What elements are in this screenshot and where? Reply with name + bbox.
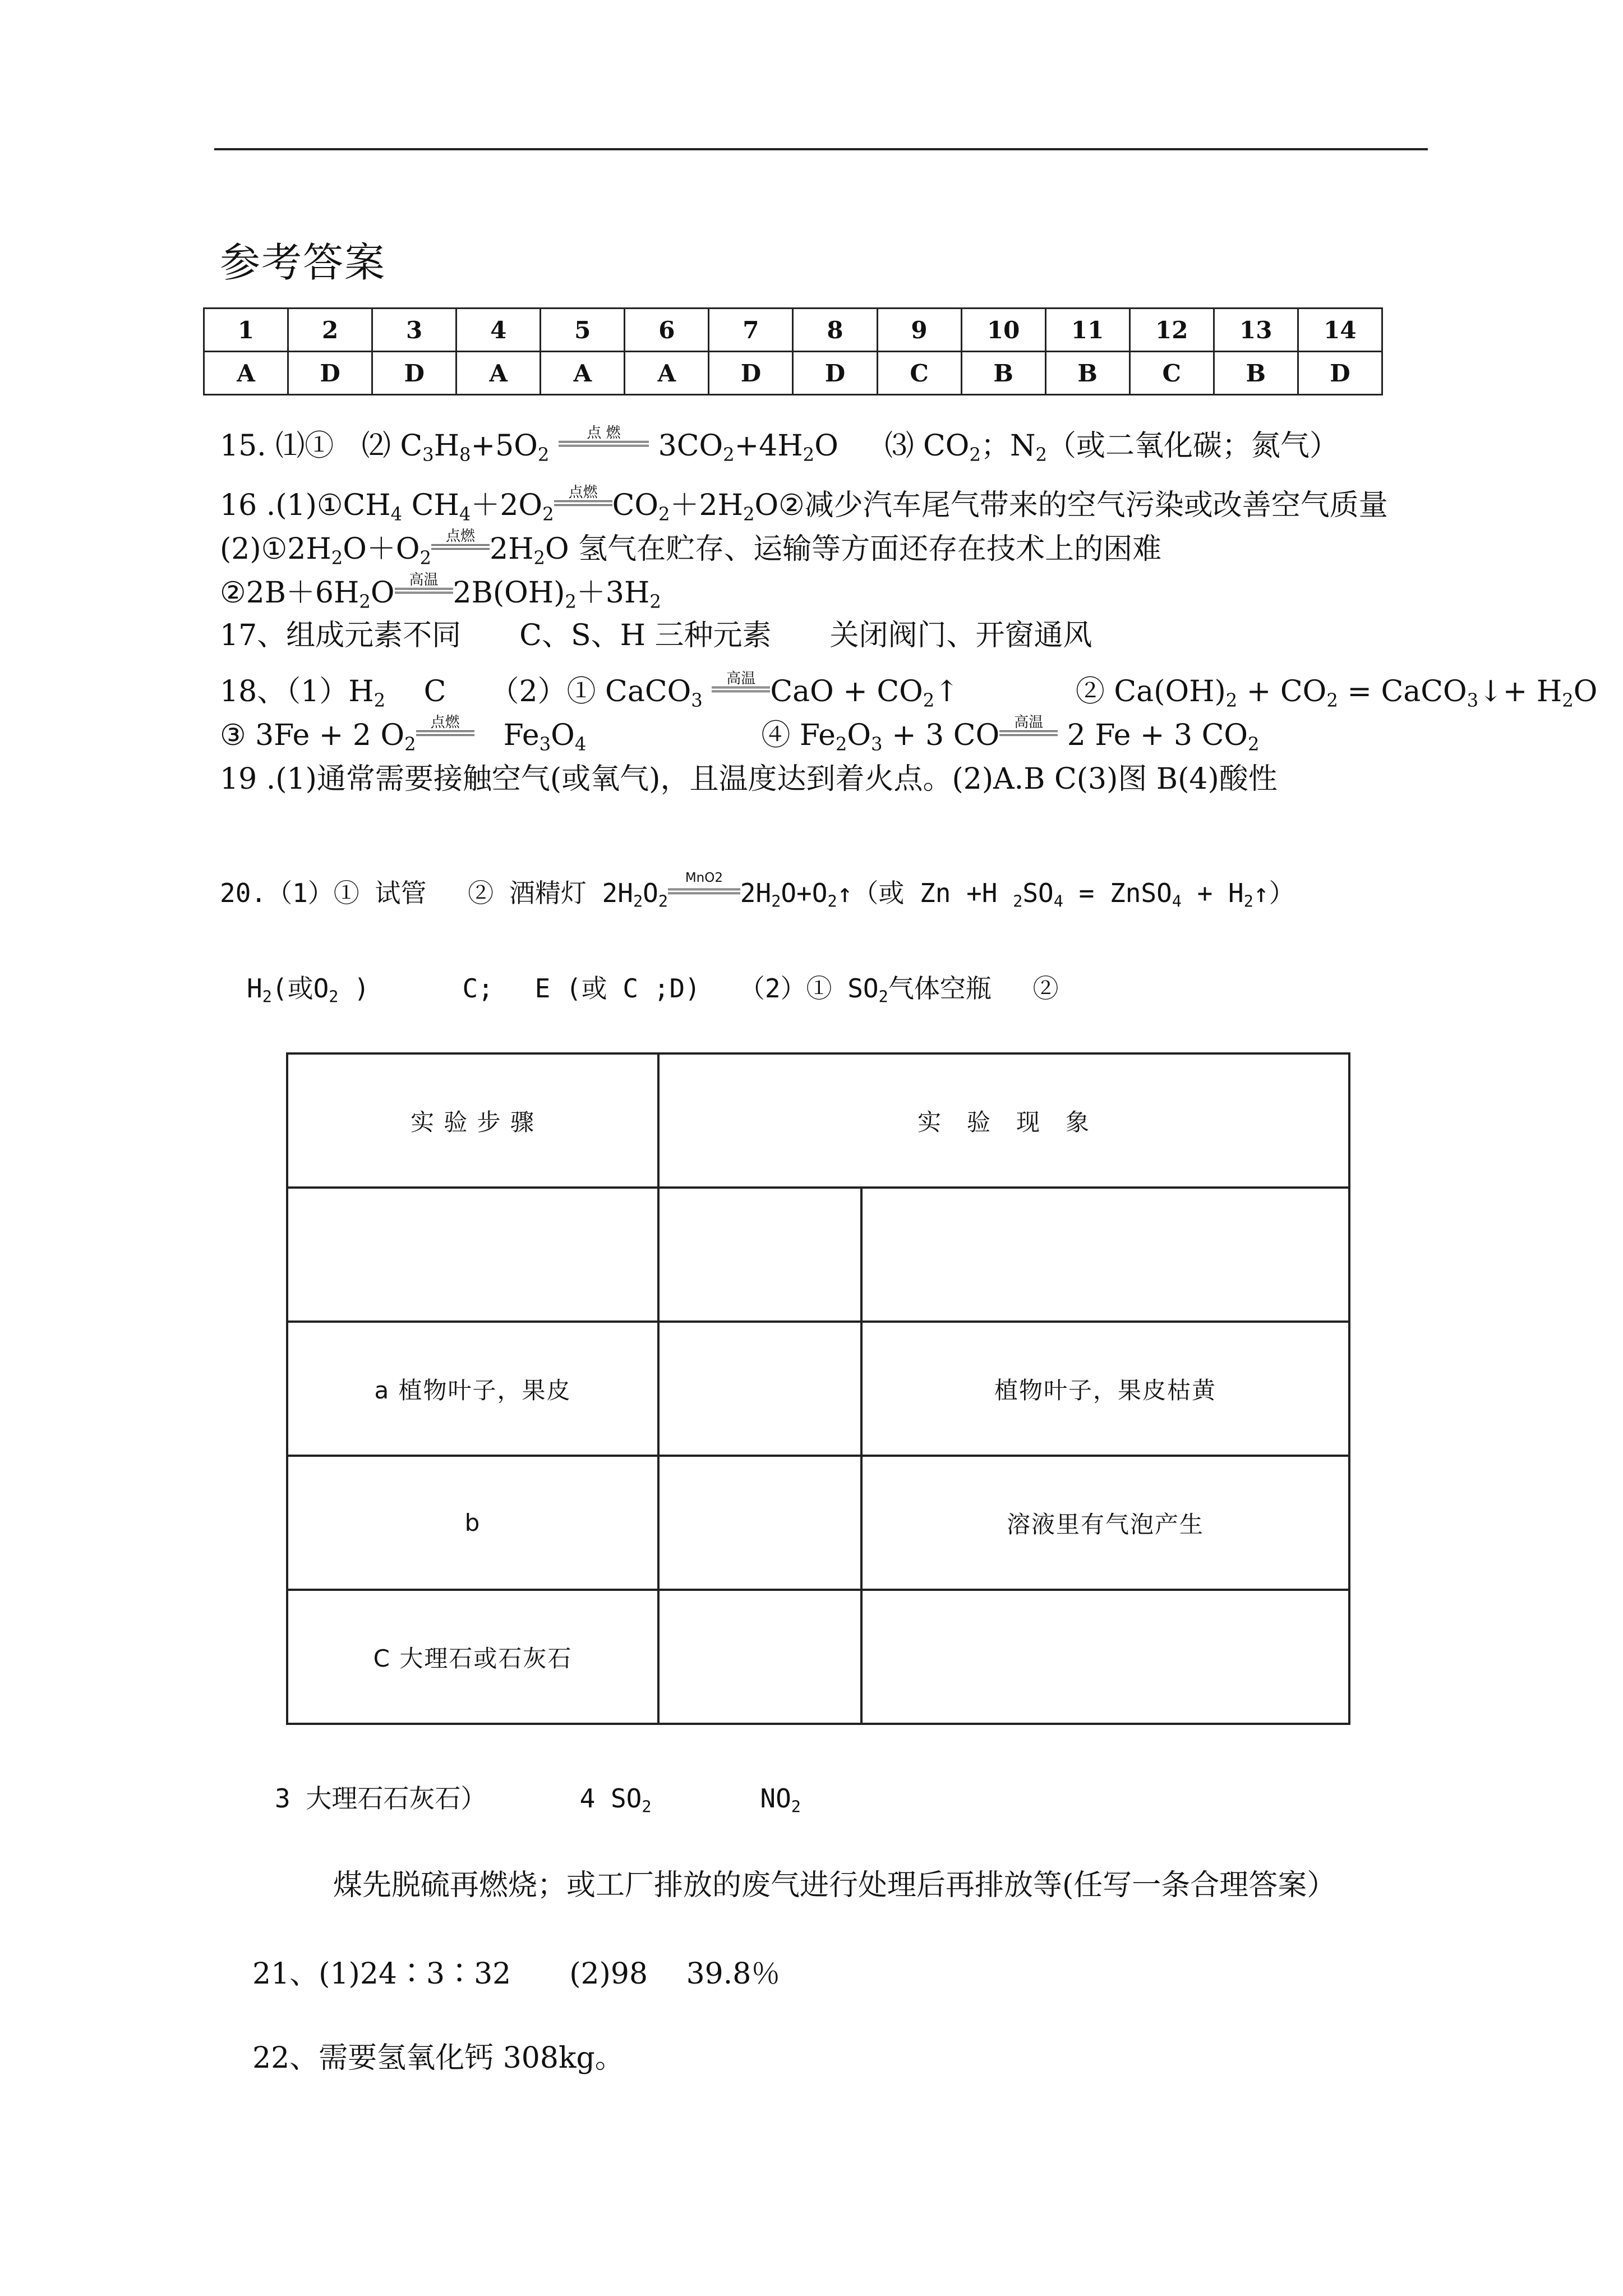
question-number: 9 <box>877 309 961 352</box>
question-number: 1 <box>204 309 288 352</box>
experiment-row <box>287 1456 1349 1590</box>
answer-19: 19 .(1)通常需要接触空气(或氧气)，且温度达到着火点。(2)A.B C(3)图 B(4)酸性 <box>220 762 1278 796</box>
header-step: 实 验 步 骤 <box>287 1053 658 1188</box>
answer-17: 17、组成元素不同 C、S、H 三种元素 关闭阀门、开窗通风 <box>220 619 1092 652</box>
answer-key-number-row <box>204 309 1382 352</box>
question-number: 7 <box>709 309 793 352</box>
answer-cell: A <box>541 352 625 395</box>
reaction-condition: 点燃 <box>431 532 490 566</box>
experiment-table <box>286 1052 1350 1725</box>
phenomenon-cell: 溶液里有气泡产生 <box>861 1456 1349 1590</box>
answer-20-line-2: $H_2$(或$O_2$ ) C; E (或 C ;D) （2）① $SO_2$气体空瓶 ② <box>247 973 1059 1006</box>
answer-20-line-1: 20.（1）① 试管 ② 酒精灯 $2H_2O_2$ MnO2 $2H_2O+O_2↑$（或 Zn +H $_2SO_4$ = ZnSO$_4$ + $H_2↑$） <box>220 871 1295 911</box>
answer-cell: A <box>625 352 709 395</box>
answer-cell: C <box>1129 352 1214 395</box>
answer-cell: A <box>204 352 288 395</box>
reaction-condition: 点 燃 <box>559 429 649 463</box>
answer-cell: D <box>793 352 877 395</box>
phenomenon-cell: 植物叶子，果皮枯黄 <box>861 1322 1349 1456</box>
answer-cell: B <box>1045 352 1129 395</box>
question-number: 6 <box>625 309 709 352</box>
step-cell <box>287 1188 658 1322</box>
question-number: 12 <box>1129 309 1214 352</box>
question-number: 8 <box>793 309 877 352</box>
answer-cell: D <box>372 352 457 395</box>
phenomenon-cell <box>861 1188 1349 1322</box>
answer-cell: D <box>709 352 793 395</box>
reaction-condition: MnO2 <box>668 878 740 908</box>
answer-16-line-1: 16 $.(1)①CH_4$ $CH_4+2O_2$ 点燃 $CO_2+2H_2O②$减少汽车尾气带来的空气污染或改善空气质量 <box>220 484 1388 525</box>
question-number: 11 <box>1045 309 1129 352</box>
answer-cell: D <box>288 352 372 395</box>
answer-cell: D <box>1298 352 1382 395</box>
question-number: 5 <box>541 309 625 352</box>
reaction-condition: 高温 <box>712 675 770 708</box>
answer-16-line-3: $②2B+6H_2O$ 高温 $2B(OH)_2+3H_2$ <box>220 571 661 613</box>
answer-18-line-2: ③ 3Fe + 2 $O_2$ 点燃 $Fe_3O_4$ ④ $Fe_2O_3 + 3$ CO 高温 2 Fe + 3 $CO_2$ <box>220 714 1260 755</box>
answer-cell: B <box>1214 352 1298 395</box>
answer-21: 21、(1)24∶3∶32 (2)98 39.8％ <box>252 1957 781 1991</box>
question-number: 3 <box>372 309 457 352</box>
header-phenomenon: 实 验 现 象 <box>658 1053 1349 1188</box>
middle-cell <box>658 1456 861 1590</box>
question-number: 10 <box>961 309 1045 352</box>
step-cell: C 大理石或石灰石 <box>287 1590 658 1724</box>
question-number: 14 <box>1298 309 1382 352</box>
middle-cell <box>658 1590 861 1724</box>
answer-16-line-2: $(2)①2H_2O+O_2$ 点燃 $2H_2O$ 氢气在贮存、运输等方面还存在技术上的困难 <box>220 527 1162 569</box>
answer-22: 22、需要氢氧化钙 308kg。 <box>252 2041 624 2075</box>
answer-18-line-1: 18、$(1)H_2$ C （2）① CaCO$_3$ 高温 CaO + $CO_2↑$ ② $Ca(OH)_2 + CO_2$ = CaCO$_3$↓+ $H_2O$ <box>220 670 1598 711</box>
answer-cell: B <box>961 352 1045 395</box>
middle-cell <box>658 1188 861 1322</box>
header-rule <box>214 148 1428 150</box>
experiment-row <box>287 1322 1349 1456</box>
step-cell: a 植物叶子，果皮 <box>287 1322 658 1456</box>
answer-cell: C <box>877 352 961 395</box>
question-number: 2 <box>288 309 372 352</box>
answer-key-table <box>203 307 1383 395</box>
phenomenon-cell <box>861 1590 1349 1724</box>
reaction-condition: 高温 <box>999 719 1058 752</box>
answer-15: 15. ⑴① ⑵ $C_3H_8+5O_2$ 点 燃 $3CO_2+4H_2O$ ⑶ $CO_2$；$N_2$（或二氧化碳；氮气） <box>220 424 1339 466</box>
page-title: 参考答案 <box>220 239 386 286</box>
experiment-row <box>287 1188 1349 1322</box>
experiment-header-row <box>287 1053 1349 1188</box>
reaction-condition: 点燃 <box>554 489 612 522</box>
experiment-row <box>287 1590 1349 1724</box>
question-number: 4 <box>457 309 541 352</box>
answer-20-line-4: 煤先脱硫再燃烧；或工厂排放的废气进行处理后再排放等(任写一条合理答案） <box>333 1869 1336 1902</box>
answer-cell: A <box>457 352 541 395</box>
reaction-condition: 高温 <box>395 576 453 610</box>
answer-key-answer-row <box>204 352 1382 395</box>
question-number: 13 <box>1214 309 1298 352</box>
middle-cell <box>658 1322 861 1456</box>
step-cell: b <box>287 1456 658 1590</box>
reaction-condition: 点燃 <box>416 719 474 752</box>
answer-20-line-3: 3 大理石石灰石） 4 $SO_2$ $NO_2$ <box>275 1783 801 1816</box>
